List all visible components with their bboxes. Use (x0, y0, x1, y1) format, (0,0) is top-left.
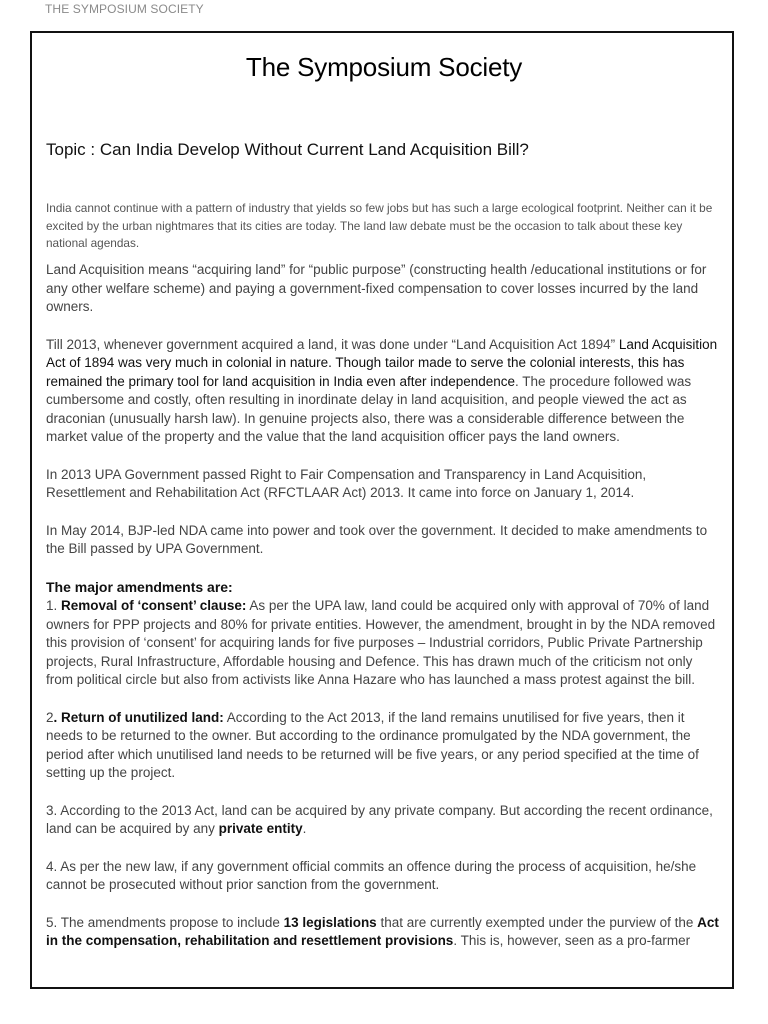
amendment-5 (46, 914, 722, 951)
history-text-c: . The procedure followed was cumbersome and costly, often resulting in inordinate delay in land acquisition, and people viewed the act as draconian (unusually harsh law). In genuine projects also, there was a considerable difference between the market value of the property and the value that the land acquisition officer pays the land owners. (46, 373, 692, 444)
amendment-2 (46, 709, 722, 783)
amendment-1-number: 1. (46, 598, 62, 613)
amendment-1-text: As per the UPA law, land could be acquired only with approval of 70% of land owners for PPP projects and 80% for private entities. However, the amendment, brought in by the NDA removed this provision of ‘consent’ for acquiring lands for five purposes – Industrial corridors, Public Private Partnership projects, Rural Infrastructure, Affordable housing and Defence. This has drawn much of the criticism not only from political circle but also from activists like Anna Hazare who has launched a mass protest against the bill. (46, 598, 716, 687)
amendment-3-end: . (302, 821, 307, 836)
document-content (46, 33, 722, 948)
amendment-2-text: According to the Act 2013, if the land remains unutilised for five years, then it needs to be returned to the owner. But according to the ordinance promulgated by the NDA government, the period after which unutilised land needs to be returned will be five years, or any period specified at the time of setting up the project. (46, 709, 699, 780)
amendment-5-bold-2: Act in the compensation, rehabilitation and resettlement provisions (46, 914, 719, 948)
amendment-3-bold: private entity (218, 821, 303, 836)
paragraph-history (46, 336, 722, 447)
history-text-a: Till 2013, whenever government acquired a land, it was done under “Land Acquisition Act 1894” (46, 336, 619, 352)
paragraph-definition: Land Acquisition means “acquiring land” for “public purpose” (constructing health /educational institutions or for any other welfare scheme) and paying a government-fixed compensation to cover losses incurred by the land owners. (46, 262, 707, 314)
site-header: THE SYMPOSIUM SOCIETY (45, 2, 204, 16)
article-body (46, 261, 722, 970)
amendment-2-label: . Return of unutilized land: (53, 709, 224, 725)
amendment-5-text-2: that are currently exempted under the purview of the (376, 914, 698, 930)
amendment-5-bold-1: 13 legislations (283, 914, 377, 930)
paragraph-nda: In May 2014, BJP-led NDA came into power and took over the government. It decided to make amendments to the Bill passed by UPA Government. (46, 522, 708, 556)
amendment-4: 4. As per the new law, if any government official commits an offence during the process of acquisition, he/she cannot be prosecuted without prior sanction from the government. (46, 858, 697, 892)
amendment-3-text: 3. According to the 2013 Act, land can be acquired by any private company. But according the recent ordinance, land can be acquired by any (46, 802, 713, 836)
intro-paragraph: India cannot continue with a pattern of industry that yields so few jobs but has such a large ecological footprint. Neither can it be excited by the urban nightmares that its cities are today. The land law debate must be the occasion to talk about these key national agendas. (46, 201, 713, 250)
amendment-5-text-3: . This is, however, seen as a pro-farmer (453, 933, 691, 948)
amendment-1 (46, 578, 722, 690)
paragraph-upa-act: In 2013 UPA Government passed Right to Fair Compensation and Transparency in Land Acquisition, Resettlement and Rehabilitation Act (RFCTLAAR Act) 2013. It came into force on January 1, 2014. (46, 466, 647, 500)
amendment-5-text: 5. The amendments propose to include (46, 914, 284, 930)
amendment-2-number: 2 (46, 709, 54, 725)
amendment-1-label: Removal of ‘consent’ clause: (61, 598, 247, 613)
topic-heading: Topic : Can India Develop Without Current Land Acquisition Bill? (46, 140, 529, 159)
amendment-3 (46, 802, 722, 839)
history-text-emphasis: Land Acquisition Act of 1894 was very much in colonial in nature. Though tailor made to serve the colonial interests, this has remained the primary tool for land acquisition in India even after independence (46, 336, 718, 389)
document-title: The Symposium Society (245, 52, 523, 82)
document-page (30, 31, 734, 989)
amendments-heading: The major amendments are: (46, 578, 233, 595)
